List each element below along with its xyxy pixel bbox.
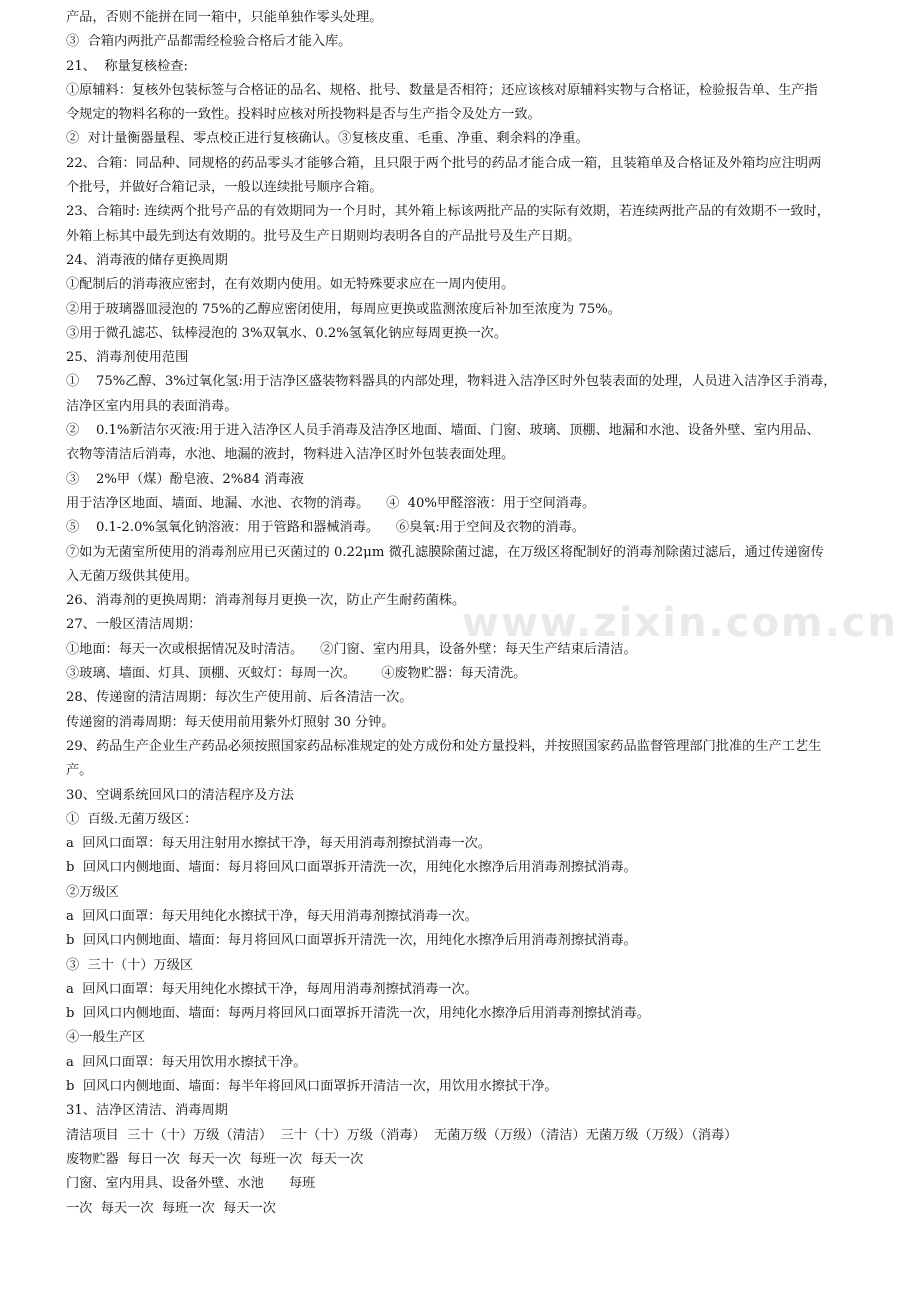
text-line: 21、 称量复核检查:	[66, 58, 188, 74]
text-line: 23、合箱时: 连续两个批号产品的有效期同为一个月时，其外箱上标该两批产品的实际有效期，若连续两批产品的有效期不一致时，	[66, 204, 830, 220]
text-line: 24、消毒液的储存更换周期	[66, 252, 228, 268]
text-line: 一次 每天一次 每班一次 每天一次	[66, 1200, 276, 1216]
text-line: 22、合箱：同品种、同规格的药品零头才能够合箱，且只限于两个批号的药品才能合成一箱，且装箱单及合格证及外箱均应注明两	[66, 155, 822, 171]
text-line: ④一般生产区	[66, 1030, 146, 1046]
text-line: 个批号，并做好合箱记录，一般以连续批号顺序合箱。	[66, 180, 383, 196]
text-line: 入无菌万级供其使用。	[66, 568, 198, 584]
text-line: ③ 三十（十）万级区	[66, 957, 194, 973]
text-line: 28、传递窗的清洁周期：每次生产使用前、后各清洁一次。	[66, 690, 413, 706]
text-line: ② 对计量衡器量程、零点校正进行复核确认。③复核皮重、毛重、净重、剩余料的净重。	[66, 131, 589, 147]
text-line: 废物贮器 每日一次 每天一次 每班一次 每天一次	[66, 1151, 364, 1167]
text-line: ②万级区	[66, 884, 119, 900]
text-line: 清洁项目 三十（十）万级（清洁） 三十（十）万级（消毒） 无菌万级（万级）（清洁）无菌万级（万级）（消毒）	[66, 1127, 738, 1143]
text-line: 30、空调系统回风口的清洁程序及方法	[66, 787, 294, 803]
text-line: b 回风口内侧地面、墙面：每半年将回风口面罩拆开清洁一次，用饮用水擦拭干净。	[66, 1079, 558, 1095]
text-line: 传递窗的消毒周期：每天使用前用紫外灯照射 30 分钟。	[66, 714, 395, 730]
text-line: 外箱上标其中最先到达有效期的。批号及生产日期则均表明各自的产品批号及生产日期。	[66, 228, 581, 244]
text-line: ① 百级.无菌万级区：	[66, 811, 198, 827]
text-line: ②用于玻璃器皿浸泡的 75%的乙醇应密闭使用，每周应更换或监测浓度后补加至浓度为 75%。	[66, 301, 621, 317]
text-line: 衣物等清洁后消毒，水池、地漏的液封，物料进入洁净区时外包装表面处理。	[66, 447, 515, 463]
text-line: ①地面：每天一次或根据情况及时清洁。 ②门窗、室内用具，设备外壁：每天生产结束后清洁。	[66, 641, 637, 657]
text-line: ③ 合箱内两批产品都需经检验合格后才能入库。	[66, 34, 352, 50]
watermark: www.zixin.com.cn	[462, 600, 898, 646]
document-body	[66, 6, 866, 1221]
text-line: ③用于微孔滤芯、钛棒浸泡的 3%双氧水、0.2%氢氧化钠应每周更换一次。	[66, 325, 508, 341]
text-line: ③玻璃、墙面、灯具、顶棚、灭蚊灯：每周一次。 ④废物贮器：每天清洗。	[66, 666, 527, 682]
text-line: 令规定的物料名称的一致性。投料时应核对所投物料是否与生产指令及处方一致。	[66, 107, 541, 123]
text-line: b 回风口内侧地面、墙面：每月将回风口面罩拆开清洗一次，用纯化水擦净后用消毒剂擦拭消毒。	[66, 860, 637, 876]
text-line: a 回风口面罩：每天用饮用水擦拭干净。	[66, 1054, 307, 1070]
text-line: a 回风口面罩：每天用纯化水擦拭干净，每天用消毒剂擦拭消毒一次。	[66, 908, 478, 924]
text-line: 26、消毒剂的更换周期：消毒剂每月更换一次，防止产生耐药菌株。	[66, 593, 466, 609]
text-line: 用于洁净区地面、墙面、地漏、水池、衣物的消毒。 ④ 40%甲醛溶液：用于空间消毒。	[66, 495, 596, 511]
text-line: a 回风口面罩：每天用纯化水擦拭干净，每周用消毒剂擦拭消毒一次。	[66, 981, 478, 997]
text-line: 产品，否则不能拼在同一箱中，只能单独作零头处理。	[66, 10, 383, 25]
text-line: 31、洁净区清洁、消毒周期	[66, 1103, 228, 1119]
text-line: 门窗、室内用具、设备外壁、水池 每班	[66, 1176, 316, 1192]
text-line: 25、消毒剂使用范围	[66, 350, 189, 366]
text-line: 产。	[66, 763, 93, 779]
text-line: ② 0.1%新洁尔灭液:用于进入洁净区人员手消毒及洁净区地面、墙面、门窗、玻璃、顶棚、地漏和水池、设备外壁、室内用品、	[66, 423, 820, 439]
text-line: ③ 2%甲（煤）酚皂液、2%84 消毒液	[66, 471, 304, 487]
text-line: ①原辅料：复核外包装标签与合格证的品名、规格、批号、数量是否相符；还应该核对原辅料实物与合格证，检验报告单、生产指	[66, 82, 818, 98]
text-line: a 回风口面罩：每天用注射用水擦拭干净，每天用消毒剂擦拭消毒一次。	[66, 836, 492, 852]
text-line: b 回风口内侧地面、墙面：每月将回风口面罩拆开清洗一次，用纯化水擦净后用消毒剂擦拭消毒。	[66, 933, 637, 949]
text-line: b 回风口内侧地面、墙面：每两月将回风口面罩拆开清洗一次，用纯化水擦净后用消毒剂擦拭消毒。	[66, 1006, 650, 1022]
text-line: ①配制后的消毒液应密封，在有效期内使用。如无特殊要求应在一周内使用。	[66, 277, 515, 293]
text-line: ① 75%乙醇、3%过氧化氢:用于洁净区盛装物料器具的内部处理，物料进入洁净区时外包装表面的处理，人员进入洁净区手消毒，	[66, 374, 837, 390]
text-line: ⑦如为无菌室所使用的消毒剂应用已灭菌过的 0.22μm 微孔滤膜除菌过滤，在万级区将配制好的消毒剂除菌过滤后，通过传递窗传	[66, 544, 824, 560]
text-line: 洁净区室内用具的表面消毒。	[66, 398, 238, 414]
text-line: 29、药品生产企业生产药品必须按照国家药品标准规定的处方成份和处方量投料，并按照国家药品监督管理部门批准的生产工艺生	[66, 738, 822, 754]
text-line: 27、一般区清洁周期：	[66, 617, 202, 633]
text-line: ⑤ 0.1-2.0%氢氧化钠溶液：用于管路和器械消毒。 ⑥臭氧:用于空间及衣物的消毒。	[66, 520, 585, 536]
